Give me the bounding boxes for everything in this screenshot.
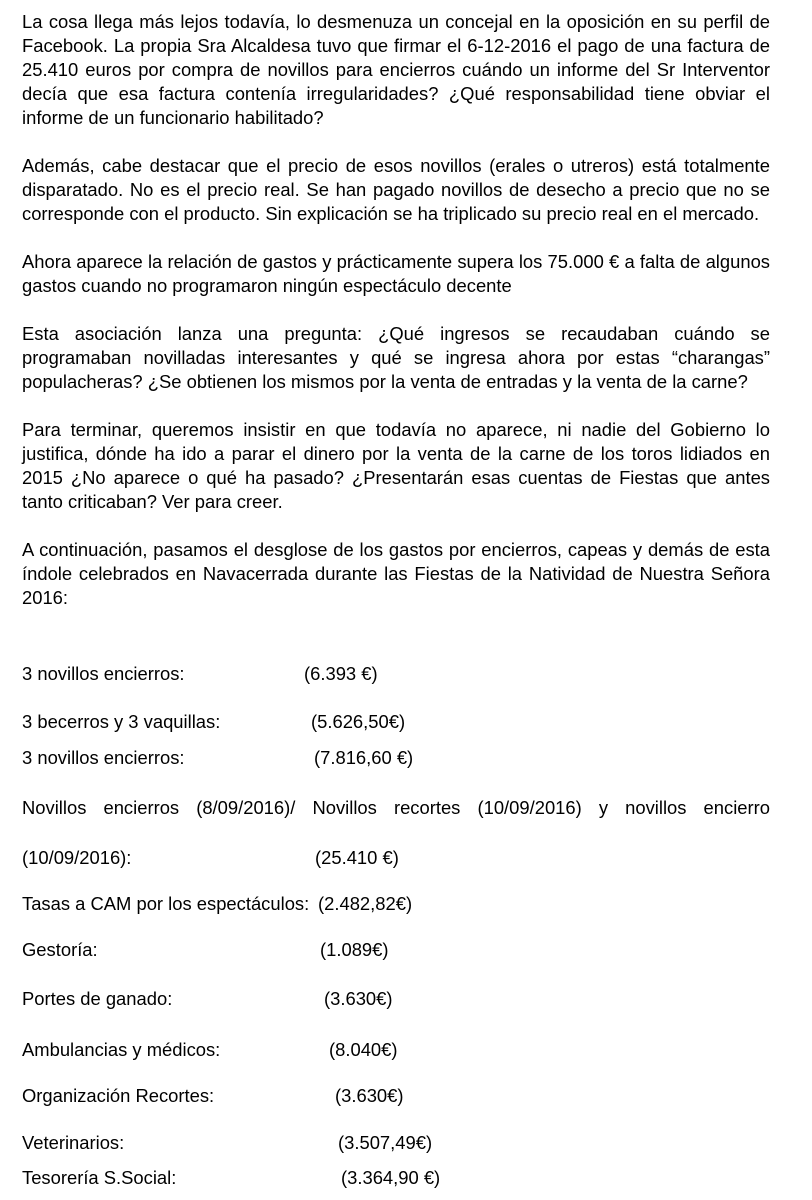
expense-amount: (5.626,50€) [311,711,406,732]
expense-amount: (25.410 €) [315,847,399,868]
paragraph-breakdown-intro: A continuación, pasamos el desglose de los gastos por encierros, capeas y demás de esta índole celebrados en Navacerrada durante las Fiestas de la Natividad de Nuestra Señora 2016: [22,539,770,608]
expense-row [22,662,378,686]
expense-amount: (7.816,60 €) [314,747,414,768]
expense-row [22,1038,398,1062]
expense-amount: (3.630€) [324,988,393,1009]
expense-amount: (3.507,49€) [338,1132,433,1153]
document-body [22,10,770,640]
expense-label: Tesorería S.Social: [22,1167,177,1188]
expense-label: 3 novillos encierros: [22,747,185,768]
expense-label: (10/09/2016): [22,847,132,868]
expense-label: 3 novillos encierros: [22,663,185,684]
expense-label: Gestoría: [22,939,98,960]
expense-row [22,987,393,1011]
expense-amount: (2.482,82€) [318,893,413,914]
expense-row [22,892,413,916]
expense-row [22,1131,433,1155]
paragraph-facebook: La cosa llega más lejos todavía, lo desmenuza un concejal en la oposición en su perfil de Facebook. La propia Sra Alcaldesa tuvo que firmar el 6-12-2016 el pago de una factura de 25.410 euros por compra de novillos para encierros cuándo un informe del Sr Interventor decía que esa factura contenía irregularidades? ¿Qué responsabilidad tiene obviar el informe de un funcionario habilitado? [22,11,770,128]
expense-row [22,1084,404,1108]
paragraph-prices: Además, cabe destacar que el precio de esos novillos (erales o utreros) está totalmente disparatado. No es el precio real. Se han pagado novillos de desecho a precio que no se corresponde con el producto. Sin explicación se ha triplicado su precio real en el mercado. [22,155,770,224]
paragraph-question: Esta asociación lanza una pregunta: ¿Qué ingresos se recaudaban cuándo se programaban novilladas interesantes y qué se ingresa ahora por estas “charangas” populacheras? ¿Se obtienen los mismos por la venta de entradas y la venta de la carne? [22,323,770,392]
expense-label: Organización Recortes: [22,1085,215,1106]
expense-amount: (8.040€) [329,1039,398,1060]
expense-label: Portes de ganado: [22,988,173,1009]
expense-label: Veterinarios: [22,1132,125,1153]
expense-amount: (1.089€) [320,939,389,960]
expense-row [22,710,406,734]
expense-amount: (6.393 €) [304,663,378,684]
paragraph-closing: Para terminar, queremos insistir en que todavía no aparece, ni nadie del Gobierno lo justifica, dónde ha ido a parar el dinero por la venta de la carne de los toros lidiados en 2015 ¿No aparece o qué ha pasado? ¿Presentarán esas cuentas de Fiestas que antes tanto criticaban? Ver para creer. [22,419,770,512]
expense-row [22,938,389,962]
expense-label: Ambulancias y médicos: [22,1039,221,1060]
expense-row [22,1166,441,1190]
expense-long-label: Novillos encierros (8/09/2016)/ Novillos recortes (10/09/2016) y novillos encierro [22,797,770,818]
expense-amount: (3.630€) [335,1085,404,1106]
expense-label: 3 becerros y 3 vaquillas: [22,711,221,732]
expense-label: Tasas a CAM por los espectáculos: [22,893,310,914]
expense-row [22,746,414,770]
expense-row [22,846,399,870]
expense-amount: (3.364,90 €) [341,1167,441,1188]
paragraph-expenses-total: Ahora aparece la relación de gastos y prácticamente supera los 75.000 € a falta de algunos gastos cuando no programaron ningún espectáculo decente [22,251,770,296]
